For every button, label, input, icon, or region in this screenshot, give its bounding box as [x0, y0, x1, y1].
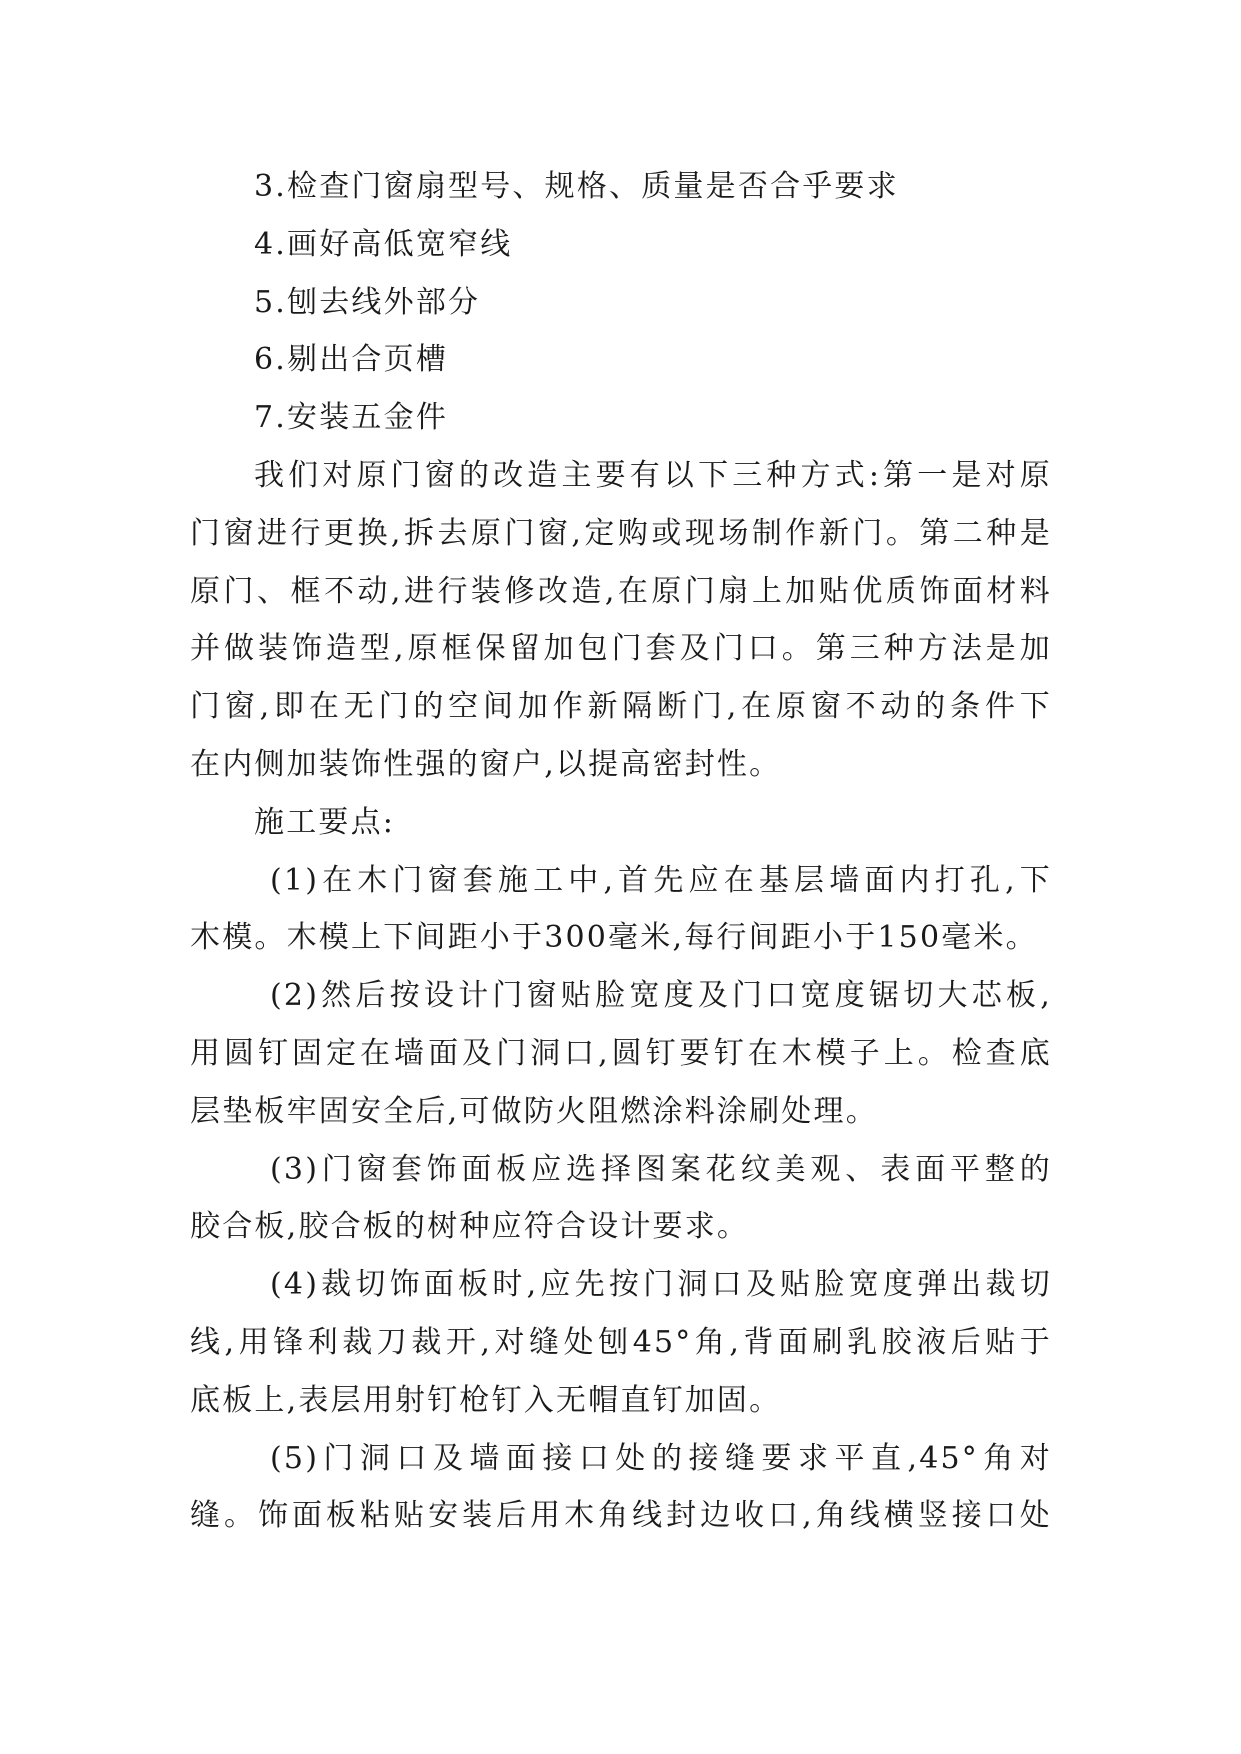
list-item: 5.刨去线外部分 [254, 284, 481, 320]
paragraph-line: 原门、框不动,进行装修改造,在原门扇上加贴优质饰面材料 [190, 573, 1052, 609]
step-paragraph [190, 967, 1052, 1140]
paragraph-line: 木模。木模上下间距小于300毫米,每行间距小于150毫米。 [190, 920, 1038, 956]
paragraph-line: 我们对原门窗的改造主要有以下三种方式:第一是对原 [254, 457, 1052, 493]
list-item: 3.检查门窗扇型号、规格、质量是否合乎要求 [254, 169, 899, 204]
document-body [190, 158, 1052, 1545]
list-item: 7.安装五金件 [254, 400, 449, 436]
list-item: 4.画好高低宽窄线 [254, 226, 513, 262]
paragraph-line: 门窗进行更换,拆去原门窗,定购或现场制作新门。第二种是 [190, 515, 1052, 551]
paragraph-line: (2)然后按设计门窗贴脸宽度及门口宽度锯切大芯板, [270, 978, 1052, 1014]
paragraph-line: 缝。饰面板粘贴安装后用木角线封边收口,角线横竖接口处 [190, 1498, 1052, 1534]
paragraph-line: (5)门洞口及墙面接口处的接缝要求平直,45°角对 [270, 1440, 1052, 1476]
paragraph-line: 线,用锋利裁刀裁开,对缝处刨45°角,背面刷乳胶液后贴于 [190, 1324, 1052, 1360]
paragraph-line: 用圆钉固定在墙面及门洞口,圆钉要钉在木模子上。检查底 [190, 1035, 1052, 1071]
step-paragraph [190, 1256, 1052, 1429]
paragraph-line: 在内侧加装饰性强的窗户,以提高密封性。 [190, 746, 782, 782]
paragraph-line: 底板上,表层用射钉枪钉入无帽直钉加固。 [190, 1382, 782, 1418]
list-item: 6.剔出合页槽 [254, 342, 449, 378]
paragraph-line: 门窗,即在无门的空间加作新隔断门,在原窗不动的条件下 [190, 689, 1052, 725]
paragraph-line: (1)在木门窗套施工中,首先应在基层墙面内打孔,下 [270, 862, 1052, 898]
paragraph-line: 并做装饰造型,原框保留加包门套及门口。第三种方法是加 [190, 631, 1052, 667]
step-paragraph [190, 1430, 1052, 1546]
paragraph-line: 胶合板,胶合板的树种应符合设计要求。 [190, 1209, 750, 1245]
intro-paragraph [190, 447, 1052, 794]
step-paragraph [190, 852, 1052, 968]
paragraph-line: (3)门窗套饰面板应选择图案花纹美观、表面平整的 [270, 1151, 1052, 1187]
paragraph-line: 层垫板牢固安全后,可做防火阻燃涂料涂刷处理。 [190, 1093, 878, 1129]
paragraph-line: (4)裁切饰面板时,应先按门洞口及贴脸宽度弹出裁切 [270, 1267, 1052, 1303]
section-heading: 施工要点: [254, 804, 396, 840]
step-paragraph [190, 1141, 1052, 1257]
